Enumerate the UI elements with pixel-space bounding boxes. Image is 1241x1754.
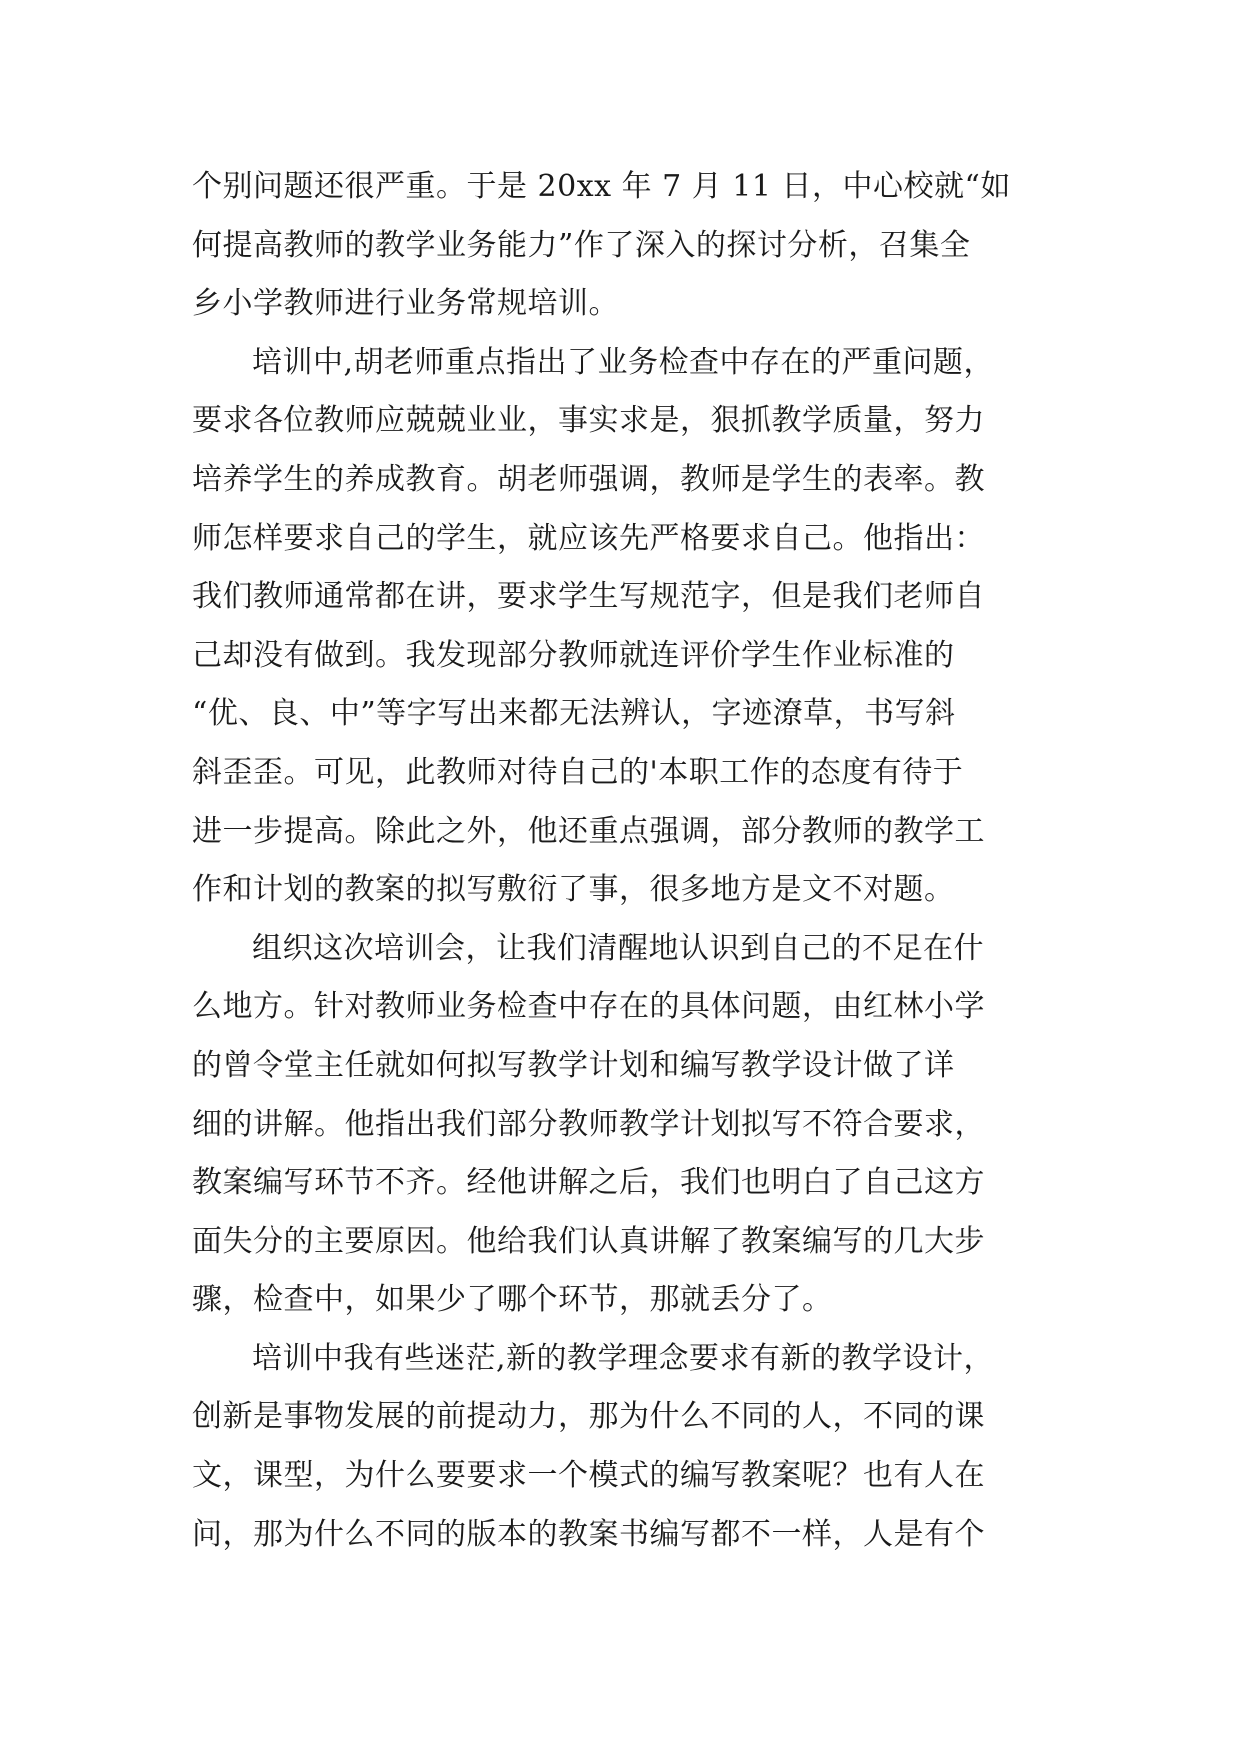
text-line: 教案编写环节不齐。经他讲解之后，我们也明白了自己这方: [192, 1165, 985, 1201]
paragraph-first-line: 培训中我有些迷茫,新的教学理念要求有新的教学设计，: [252, 1340, 995, 1376]
text-line: 的曾令堂主任就如何拟写教学计划和编写教学设计做了详: [192, 1047, 955, 1083]
text-line: “优、良、中”等字写出来都无法辨认，字迹潦草，书写斜: [192, 696, 956, 732]
text-line: 文，课型，为什么要要求一个模式的编写教案呢？也有人在: [192, 1458, 985, 1494]
paragraph-first-line: 组织这次培训会，让我们清醒地认识到自己的不足在什: [252, 930, 984, 966]
paragraph-first-line: 培训中,胡老师重点指出了业务检查中存在的严重问题，: [252, 344, 995, 380]
text-line: 师怎样要求自己的学生，就应该先严格要求自己。他指出：: [192, 520, 985, 556]
text-line: 创新是事物发展的前提动力，那为什么不同的人，不同的课: [192, 1399, 985, 1435]
text-line: 我们教师通常都在讲，要求学生写规范字，但是我们老师自: [192, 579, 985, 615]
text-line: 乡小学教师进行业务常规培训。: [192, 286, 619, 322]
text-line: 作和计划的教案的拟写敷衍了事，很多地方是文不对题。: [192, 872, 955, 908]
text-line: 进一步提高。除此之外，他还重点强调，部分教师的教学工: [192, 813, 985, 849]
text-line: 培养学生的养成教育。胡老师强调，教师是学生的表率。教: [192, 461, 985, 497]
text-line: 细的讲解。他指出我们部分教师教学计划拟写不符合要求，: [192, 1106, 985, 1142]
text-line: 何提高教师的教学业务能力”作了深入的探讨分析，召集全: [192, 227, 971, 263]
text-line: 骤，检查中，如果少了哪个环节，那就丢分了。: [192, 1282, 833, 1318]
text-line: 问，那为什么不同的版本的教案书编写都不一样，人是有个: [192, 1516, 985, 1552]
text-line: 斜歪歪。可见，此教师对待自己的'本职工作的态度有待于: [192, 754, 964, 790]
text-line: 要求各位教师应兢兢业业，事实求是，狠抓教学质量，努力: [192, 403, 985, 439]
document-body: [192, 158, 1072, 1564]
text-line: 面失分的主要原因。他给我们认真讲解了教案编写的几大步: [192, 1223, 985, 1259]
text-line: 么地方。针对教师业务检查中存在的具体问题，由红林小学: [192, 989, 985, 1025]
text-line: 个别问题还很严重。于是 20xx 年 7 月 11 日，中心校就“如: [192, 169, 1011, 204]
text-line: 己却没有做到。我发现部分教师就连评价学生作业标准的: [192, 637, 955, 673]
